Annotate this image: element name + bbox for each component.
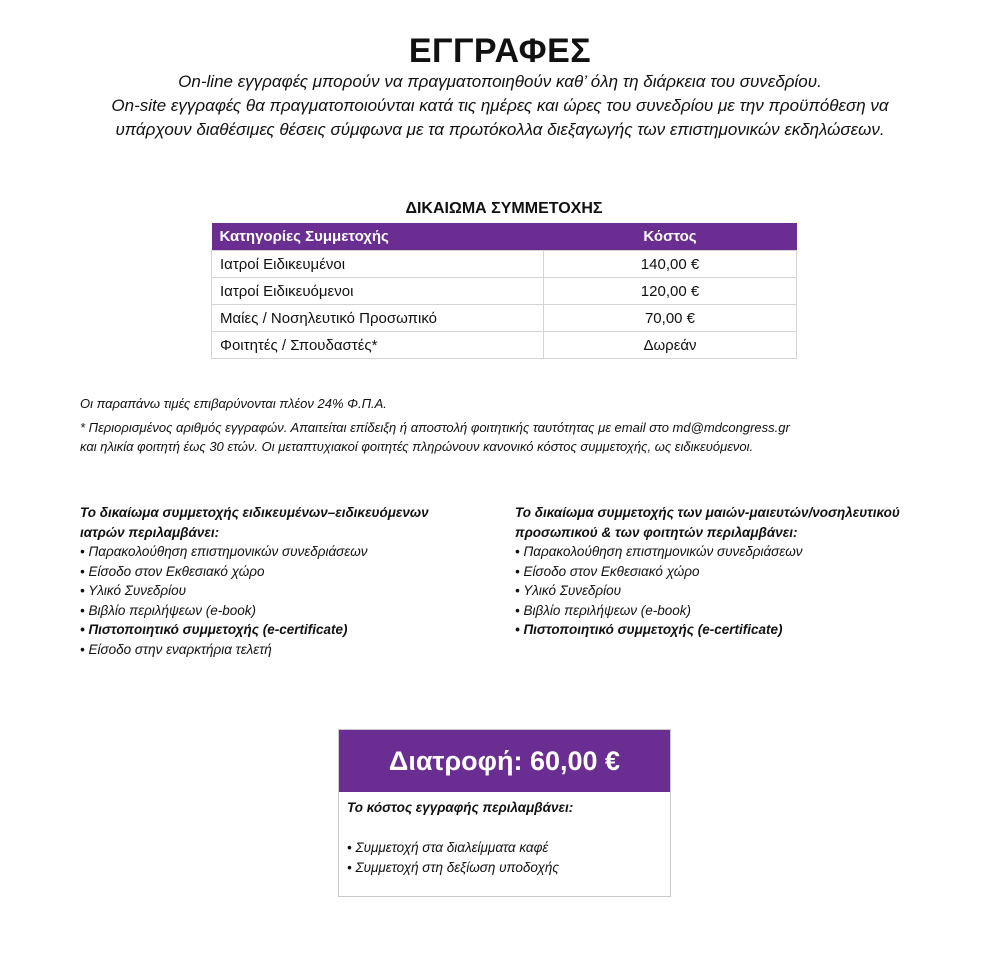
students-note-line: και ηλικία φοιτητή έως 30 ετών. Οι μεταπτυχιακοί φοιτητές πληρώνουν κανονικό κόστος συμμετοχής, ως ειδικευόμενοι. bbox=[80, 439, 754, 454]
list-item: • Υλικό Συνεδρίου bbox=[80, 583, 187, 598]
doctors-heading bbox=[80, 503, 429, 542]
category-cell: Φοιτητές / Σπουδαστές* bbox=[212, 332, 544, 359]
list-item: • Συμμετοχή στη δεξίωση υποδοχής bbox=[347, 860, 559, 875]
cost-cell: Δωρεάν bbox=[544, 332, 797, 359]
list-item: • Είσοδο στον Εκθεσιακό χώρο bbox=[80, 563, 265, 579]
category-cell: Μαίες / Νοσηλευτικό Προσωπικό bbox=[212, 305, 544, 332]
list-item: • Πιστοποιητικό συμμετοχής (e-certificate) bbox=[515, 622, 783, 637]
students-note-line: * Περιορισμένος αριθμός εγγραφών. Απαιτείται επίδειξη ή αποστολή φοιτητικής ταυτότητας με email στο md@mdcongress.gr bbox=[80, 420, 790, 435]
header-category: Κατηγορίες Συμμετοχής bbox=[212, 223, 544, 251]
midwives-heading-line: Το δικαίωμα συμμετοχής των μαιών-μαιευτών/νοσηλευτικού bbox=[515, 505, 900, 520]
list-item: • Βιβλίο περιλήψεων (e-book) bbox=[515, 602, 691, 618]
midwives-heading-line: προσωπικού & των φοιτητών περιλαμβάνει: bbox=[515, 524, 798, 540]
fees-table bbox=[211, 223, 797, 359]
intro-line: On-line εγγραφές μπορούν να πραγματοποιηθούν καθ’ όλη τη διάρκεια του συνεδρίου. bbox=[178, 72, 822, 91]
table-row bbox=[212, 251, 797, 278]
diet-title: Διατροφή: 60,00 € bbox=[339, 730, 670, 792]
vat-note: Οι παραπάνω τιμές επιβαρύνονται πλέον 24% Φ.Π.Α. bbox=[80, 396, 387, 411]
doctors-heading-line: ιατρών περιλαμβάνει: bbox=[80, 524, 220, 540]
intro-text bbox=[0, 70, 1000, 142]
list-item: • Συμμετοχή στα διαλείμματα καφέ bbox=[347, 840, 549, 855]
list-item: • Είσοδο στον Εκθεσιακό χώρο bbox=[515, 563, 700, 579]
diet-body bbox=[339, 792, 670, 884]
intro-line: υπάρχουν διαθέσιμες θέσεις σύμφωνα με τα πρωτόκολλα διεξαγωγής των επιστημονικών εκδηλώσεων. bbox=[115, 120, 885, 139]
list-item: • Παρακολούθηση επιστημονικών συνεδριάσεων bbox=[80, 544, 368, 559]
table-row bbox=[212, 305, 797, 332]
doctors-heading-line: Το δικαίωμα συμμετοχής ειδικευμένων–ειδικευόμενων bbox=[80, 505, 429, 520]
cost-cell: 140,00 € bbox=[544, 251, 797, 278]
list-item: • Βιβλίο περιλήψεων (e-book) bbox=[80, 602, 256, 618]
students-note bbox=[80, 418, 790, 456]
intro-line: On-site εγγραφές θα πραγματοποιούνται κατά τις ημέρες και ώρες του συνεδρίου με την προϋπόθεση να bbox=[111, 96, 889, 115]
table-row bbox=[212, 278, 797, 305]
category-cell: Ιατροί Ειδικευόμενοι bbox=[212, 278, 544, 305]
cost-cell: 120,00 € bbox=[544, 278, 797, 305]
list-item: • Υλικό Συνεδρίου bbox=[515, 583, 622, 598]
list-item: • Είσοδο στην εναρκτήρια τελετή bbox=[80, 641, 272, 657]
midwives-list bbox=[515, 542, 900, 640]
doctors-includes bbox=[80, 503, 429, 659]
doctors-list bbox=[80, 542, 429, 659]
table-row bbox=[212, 332, 797, 359]
fees-heading: ΔΙΚΑΙΩΜΑ ΣΥΜΜΕΤΟΧΗΣ bbox=[405, 200, 603, 217]
header-cost: Κόστος bbox=[544, 223, 797, 251]
diet-box bbox=[338, 729, 671, 897]
list-item: • Παρακολούθηση επιστημονικών συνεδριάσεων bbox=[515, 544, 803, 559]
cost-cell: 70,00 € bbox=[544, 305, 797, 332]
list-item: • Πιστοποιητικό συμμετοχής (e-certificate) bbox=[80, 622, 348, 637]
page-title: ΕΓΓΡΑΦΕΣ bbox=[408, 32, 592, 70]
midwives-includes bbox=[515, 503, 900, 640]
diet-list bbox=[347, 838, 662, 878]
diet-includes-heading: Το κόστος εγγραφής περιλαμβάνει: bbox=[347, 800, 574, 815]
fees-header-row bbox=[212, 223, 797, 251]
category-cell: Ιατροί Ειδικευμένοι bbox=[212, 251, 544, 278]
midwives-heading bbox=[515, 503, 900, 542]
